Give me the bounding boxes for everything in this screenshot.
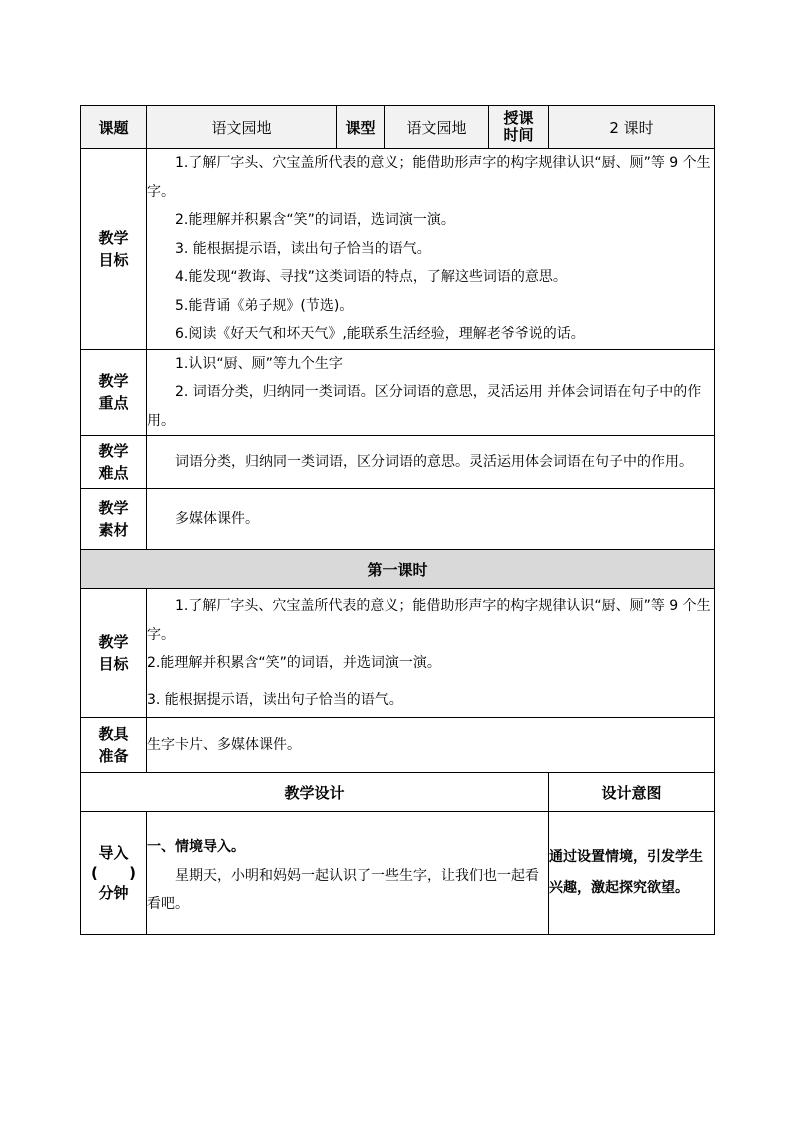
objectives-label xyxy=(81,149,147,350)
key-point-item: 1.认识“厨、厕”等九个生字 xyxy=(175,355,343,372)
objective-item: 1.了解厂字头、穴宝盖所代表的意义；能借助形声字的构字规律认识“厨、厕”等 9 个生字。 xyxy=(147,155,711,200)
period-objectives-row xyxy=(81,589,715,718)
lesson-plan-table xyxy=(80,105,715,935)
objective-item: 6.阅读《好天气和坏天气》,能联系生活经验，理解老爷爷说的话。 xyxy=(175,326,585,342)
period-objectives-label-line-1: 教学 xyxy=(98,633,129,651)
key-points-label-line-2: 重点 xyxy=(98,394,129,413)
objectives-label-line-1: 教学 xyxy=(98,228,129,247)
key-points-row xyxy=(81,349,715,436)
objective-item: 4.能发现“教诲、寻找”这类词语的特点，了解这些词语的意思。 xyxy=(175,269,567,285)
difficulties-text: 词语分类，归纳同一类词语，区分词语的意思。灵活运用体会词语在句子中的作用。 xyxy=(175,453,693,470)
type-label: 课型 xyxy=(337,106,385,149)
tools-content xyxy=(147,718,715,773)
course-label: 课题 xyxy=(81,106,147,149)
objectives-content xyxy=(147,149,715,350)
tools-label xyxy=(81,718,147,773)
key-points-label-line-1: 教学 xyxy=(98,372,129,391)
difficulties-content xyxy=(147,436,715,489)
time-label-line-2: 时间 xyxy=(503,126,534,144)
objective-item: 5.能背诵《弟子规》(节选)。 xyxy=(175,297,354,314)
key-points-label xyxy=(81,349,147,436)
key-points-content xyxy=(147,349,715,436)
intro-label-line-3: 分钟 xyxy=(98,884,129,902)
first-period-title: 第一课时 xyxy=(81,550,715,589)
period-objectives-label-line-2: 目标 xyxy=(98,655,129,673)
period-objectives-content xyxy=(147,589,715,718)
tools-text: 生字卡片、多媒体课件。 xyxy=(147,736,301,753)
intro-content xyxy=(147,812,549,935)
objectives-row xyxy=(81,149,715,350)
objective-item: 2.能理解并积累含“笑”的词语，选词演一演。 xyxy=(175,212,455,228)
period-objectives-label xyxy=(81,589,147,718)
materials-content xyxy=(147,489,715,550)
lesson-plan-page xyxy=(80,105,714,935)
header-row xyxy=(81,106,715,149)
time-label xyxy=(489,106,549,149)
key-point-item: 2. 词语分类，归纳同一类词语。区分词语的意思，灵活运用 并体会词语在句子中的作用。 xyxy=(147,384,702,429)
materials-row xyxy=(81,489,715,550)
intro-intent: 通过设置情境，引发学生兴趣，激起探究欲望。 xyxy=(549,812,715,935)
course-value: 语文园地 xyxy=(147,106,337,149)
objective-item: 3. 能根据提示语，读出句子恰当的语气。 xyxy=(175,240,431,257)
intro-label-line-1: 导入 xyxy=(98,844,129,862)
intent-label: 设计意图 xyxy=(549,773,715,812)
intro-label-line-2: ( ) xyxy=(90,864,137,882)
difficulties-label xyxy=(81,436,147,489)
tools-label-line-1: 教具 xyxy=(98,725,129,743)
design-header-row xyxy=(81,773,715,812)
type-value: 语文园地 xyxy=(385,106,489,149)
intro-row xyxy=(81,812,715,935)
first-period-row xyxy=(81,550,715,589)
materials-label-line-2: 素材 xyxy=(98,521,129,539)
difficulties-row xyxy=(81,436,715,489)
intro-text: 星期天，小明和妈妈一起认识了一些生字，让我们也一起看看吧。 xyxy=(147,867,539,913)
intro-heading: 一、情境导入。 xyxy=(147,839,245,856)
period-objective-item: 3. 能根据提示语，读出句子恰当的语气。 xyxy=(147,691,403,708)
time-label-line-1: 授课 xyxy=(503,109,534,127)
objectives-label-line-2: 目标 xyxy=(98,250,129,269)
materials-text: 多媒体课件。 xyxy=(175,510,259,527)
intro-label xyxy=(81,812,147,935)
materials-label xyxy=(81,489,147,550)
difficulties-label-line-2: 难点 xyxy=(98,464,129,482)
tools-row xyxy=(81,718,715,773)
difficulties-label-line-1: 教学 xyxy=(98,442,129,460)
time-value: 2 课时 xyxy=(549,106,715,149)
period-objective-item: 1.了解厂字头、穴宝盖所代表的意义；能借助形声字的构字规律认识“厨、厕”等 9 个生字。 xyxy=(147,598,711,643)
period-objective-item: 2.能理解并积累含“笑”的词语，并选词演一演。 xyxy=(147,655,441,671)
tools-label-line-2: 准备 xyxy=(98,747,129,765)
design-label: 教学设计 xyxy=(81,773,549,812)
materials-label-line-1: 教学 xyxy=(98,499,129,517)
